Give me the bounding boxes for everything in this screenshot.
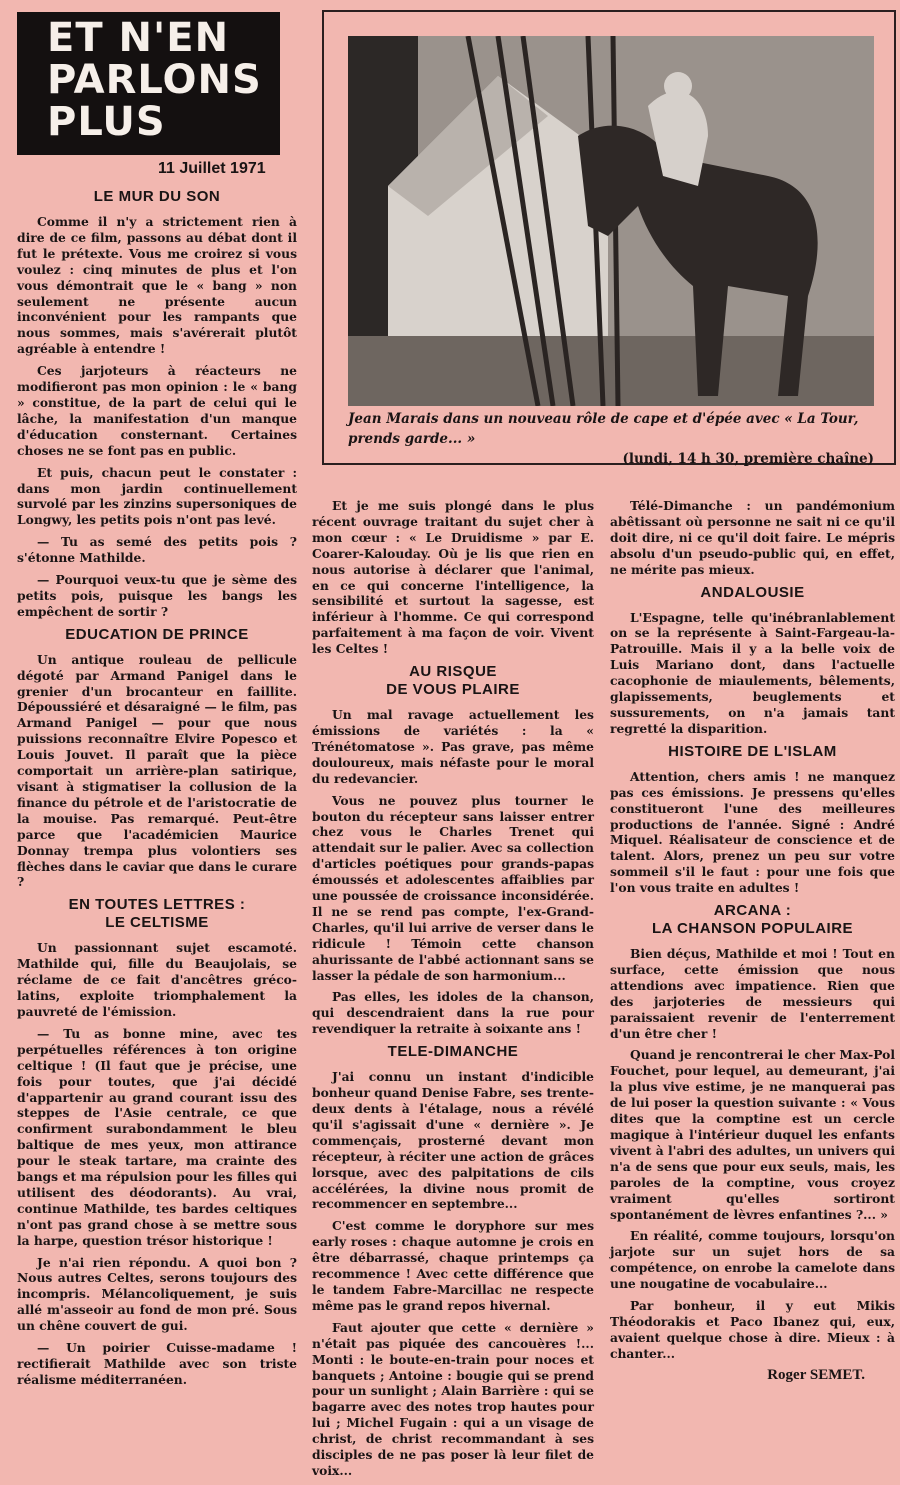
section-title-line: AU RISQUE bbox=[409, 663, 497, 681]
paragraph: Quand je rencontrerai le cher Max-Pol Fouchet, pour lequel, au demeurant, j'ai la plus vive estime, je ne manquerai pas de lui poser la question suivante : « Vous dites que la comptine est un cercle magique à l'intérieur duquel les enfants vivent à l'abri des adultes, un univers qui n'a de sens que pour eux seuls, mais, les paroles de la comptine, vous croyez vraiment qu'elles sortiront spontanément de lèvres enfantines ?... » bbox=[610, 1047, 895, 1222]
paragraph: Par bonheur, il y eut Mikis Théodorakis et Paco Ibanez qui, eux, avaient quelque chose à dire. Mieux : à chanter... bbox=[610, 1298, 895, 1361]
photo-jean-marais-horse bbox=[348, 36, 874, 406]
section-title: HISTOIRE DE L'ISLAM bbox=[668, 742, 837, 760]
paragraph: Télé-Dimanche : un pandémonium abêtissant où personne ne sait ni ce qu'il doit dire, ni ce qu'il doit faire. Le mépris absolu d'un pseudo-public qui, en effet, ne mérite pas mieux. bbox=[610, 498, 895, 577]
section-title-line: DE VOUS PLAIRE bbox=[386, 681, 520, 699]
paragraph: Un mal ravage actuellement les émissions de variétés : la « Trénétomatose ». Pas grave, pas même douloureux, mais néfaste pour le moral du redevancier. bbox=[312, 707, 594, 786]
paragraph: Et je me suis plongé dans le plus récent ouvrage traitant du sujet cher à mon cœur : « Le Druidisme » par E. Coarer-Kalouday. Où je lis que rien en nous autorise à déclarer que l'animal, en ce qui concerne l'intelligence, la sensibilité et surtout la sagesse, est inférieur à l'homme. Ce qui correspond parfaitement à ma façon de voir. Vivent les Celtes ! bbox=[312, 498, 594, 657]
section-title bbox=[17, 896, 297, 932]
paragraph: Pas elles, les idoles de la chanson, qui descendraient dans la rue pour revendiquer la retraite à soixante ans ! bbox=[312, 989, 594, 1037]
masthead-title bbox=[17, 12, 280, 155]
masthead-line: ET N'EN bbox=[47, 15, 230, 61]
paragraph: Un passionnant sujet escamoté. Mathilde qui, fille du Beaujolais, se réclame de ce fait d'ancêtres gréco-latins, exploite triomphalement la pauvreté de l'émission. bbox=[17, 940, 297, 1019]
paragraph: C'est comme le doryphore sur mes early roses : chaque automne je crois en être débarrassé, chaque printemps ça recommence ! Avec cette différence que le tandem Fabre-Marcillac ne respecte même pas le grand repos hivernal. bbox=[312, 1218, 594, 1313]
paragraph: — Un poirier Cuisse-madame ! rectifierait Mathilde avec son triste réalisme méditerranéen. bbox=[17, 1340, 297, 1387]
paragraph: Bien déçus, Mathilde et moi ! Tout en surface, cette émission que nous attendions avec impatience. Rien que des jarjoteries de messieurs qui paraissaient revenir de l'enterrement d'un être cher ! bbox=[610, 946, 895, 1041]
masthead-line: PLUS bbox=[47, 99, 166, 145]
paragraph: Vous ne pouvez plus tourner le bouton du récepteur sans laisser entrer chez vous le Charles Trenet qui attendait sur le palier. Avec sa collection d'articles poétiques pour grands-papas émoussés et adolescentes affaiblies par une poussée de croissance inconsidérée. Il ne se rend pas compte, l'ex-Grand-Charles, qu'il lui arrive de verser dans le ridicule ! Témoin cette chanson ahurissante de l'abbé actionnant sans se lasser la pédale de son harmonium... bbox=[312, 792, 594, 983]
paragraph: — Tu as semé des petits pois ? s'étonne Mathilde. bbox=[17, 534, 297, 566]
section-title bbox=[610, 902, 895, 938]
section-title-line: LE CELTISME bbox=[105, 914, 209, 932]
section-title: TELE-DIMANCHE bbox=[387, 1043, 519, 1061]
caption-text: Jean Marais dans un nouveau rôle de cape et d'épée avec « La Tour, prends garde... » bbox=[348, 411, 859, 447]
paragraph: Faut ajouter que cette « dernière » n'était pas piquée des cancouères !... Monti : le boute-en-train pour noces et banquets ; Antoine : bougie qui se prend pour un sunlight ; Alain Barrière : qui se bagarre avec des notes trop hautes pour lui ; Michel Fugain : qui a un visage de christ, de christ recommandant à ses disciples de ne pas poser là leur filet de voix... bbox=[312, 1319, 594, 1478]
paragraph: Comme il n'y a strictement rien à dire de ce film, passons au débat dont il fut le prétexte. Vous me croirez si vous voulez : cinq minutes de plus et l'on vous démontrait que le « bang » non seulement ne présente aucun inconvénient pour les rampants que nous sommes, mais s'avérerait plutôt agréable à entendre ! bbox=[17, 214, 297, 357]
paragraph: Attention, chers amis ! ne manquez pas ces émissions. Je pressens qu'elles constitueront l'une des meilleures productions de l'année. Signé : André Miquel. Réalisateur de conscience et de talent. Alors, prenez un peu sur votre sommeil s'il le faut : pour une fois que l'on vous traite en adultes ! bbox=[610, 768, 895, 896]
section-title bbox=[312, 663, 594, 699]
section-title: ANDALOUSIE bbox=[700, 583, 805, 601]
paragraph: — Pourquoi veux-tu que je sème des petits pois, puisque les bangs les empêchent de sortir ? bbox=[17, 572, 297, 619]
caption-schedule: (lundi, 14 h 30, première chaîne) bbox=[622, 451, 874, 467]
date: 11 Juillet 1971 bbox=[158, 160, 266, 177]
paragraph: Ces jarjoteurs à réacteurs ne modifieront pas mon opinion : le « bang » constitue, de la part de celui qui le lâche, la manifestation d'un manque d'éducation consternant. Certaines choses ne se font pas en public. bbox=[17, 363, 297, 458]
photo-caption bbox=[348, 409, 874, 469]
paragraph: L'Espagne, telle qu'inébranlablement on se la représente à Saint-Fargeau-la-Patrouille. Mais il y a la belle voix de Luis Mariano dont, dans l'actuelle cacophonie de miaulements, bêlements, glapissements, beuglements et sussurements, on n'a jamais tant regretté la disparition. bbox=[610, 609, 895, 736]
masthead-line: PARLONS bbox=[47, 57, 262, 103]
paragraph: Un antique rouleau de pellicule dégoté par Armand Panigel dans le grenier d'un brocanteur en faillite. Dépoussiéré et désaraigné — le film, pas Armand Panigel — pour que nous puissions reconnaître Elvire Popesco et Louis Jouvet. Il paraît que la pièce comportait un arrière-plan satirique, visant à stigmatiser la collusion de la finance du pétrole et de l'aristocratie de la mouise. Pas remarqué. Peut-être parce que l'académicien Maurice Donnay trempa plus volontiers ses flèches dans le caviar que dans le curare ? bbox=[17, 651, 298, 890]
column-1 bbox=[17, 182, 297, 1394]
paragraph: En réalité, comme toujours, lorsqu'on jarjote sur un sujet hors de sa compétence, on enrobe la camelote dans une nougatine de vocabulaire... bbox=[610, 1228, 895, 1292]
column-2 bbox=[312, 498, 594, 1485]
paragraph: J'ai connu un instant d'indicible bonheur quand Denise Fabre, ses trente-deux dents à l'étalage, nous a révélé qu'il s'agissait d'une « dernière ». Je commençais, prosterné devant mon récepteur, à réciter une action de grâces lorsque, avec des palpitations de cils accélérées, la divine nous promit de recommencer en septembre... bbox=[312, 1069, 594, 1212]
author-signature: Roger SEMET. bbox=[767, 1366, 865, 1383]
paragraph: — Tu as bonne mine, avec tes perpétuelles références à ton origine celtique ! (Il faut que je précise, une fois pour toutes, que j'ai décidé d'appartenir au grand courant issu des steppes de l'Asie centrale, ce que confirment surabondamment le bleu baltique de mes yeux, mon attirance pour le steak tartare, ma crainte des bangs et ma répulsion pour les filles qui utilisent des déodorants). Au vrai, continue Mathilde, tes bardes celtiques n'ont pas grand chose à se mettre sous la harpe, question trésor historique ! bbox=[17, 1025, 297, 1248]
paragraph: Je n'ai rien répondu. A quoi bon ? Nous autres Celtes, serons toujours des incompris. Mélancoliquement, je suis allé m'asseoir au fond de mon pré. Sous un chêne couvert de gui. bbox=[17, 1254, 297, 1334]
section-title-line: LA CHANSON POPULAIRE bbox=[651, 920, 854, 938]
column-3 bbox=[610, 498, 895, 1384]
section-title-line: EN TOUTES LETTRES : bbox=[68, 896, 246, 914]
section-title: LE MUR DU SON bbox=[93, 188, 221, 205]
section-title-line: ARCANA : bbox=[713, 902, 792, 920]
paragraph: Et puis, chacun peut le constater : dans mon jardin continuellement survolé par les zinzins supersoniques de Longwy, les petits pois n'ont pas levé. bbox=[17, 464, 297, 528]
section-title: EDUCATION DE PRINCE bbox=[65, 625, 249, 643]
photo-frame bbox=[322, 10, 896, 465]
